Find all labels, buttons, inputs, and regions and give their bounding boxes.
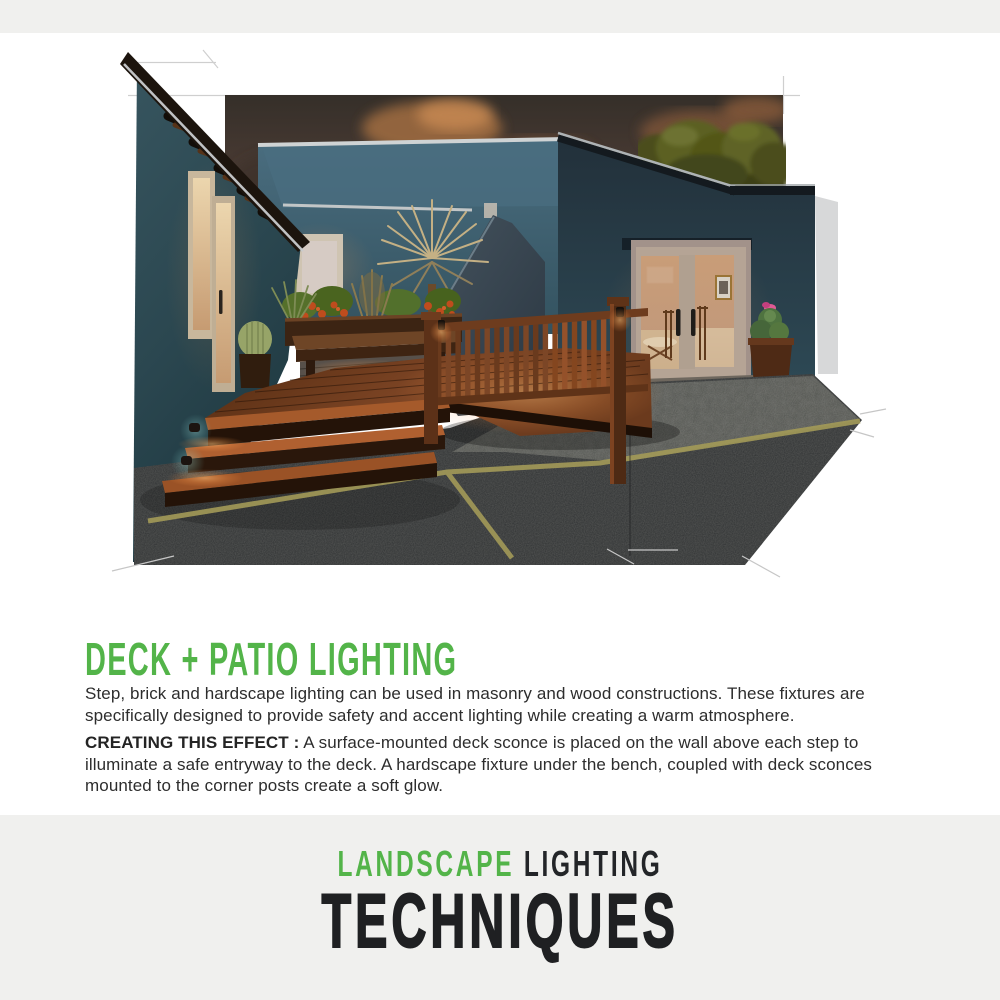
footer-band — [0, 815, 1000, 1000]
baluster — [465, 327, 470, 399]
footer-word-techniques: TECHNIQUES — [321, 879, 679, 964]
clerestory-wall — [262, 141, 566, 208]
hanging-sign — [647, 267, 673, 283]
baluster — [533, 322, 538, 394]
baluster — [562, 320, 567, 392]
baluster — [591, 318, 596, 390]
baluster — [494, 325, 499, 397]
intro-paragraph: Step, brick and hardscape lighting can be used in masonry and wood constructions. These fixtures are specifically designed to provide safety and accent lighting while creating a warm atmosphere. — [85, 684, 865, 725]
footer-series-title — [0, 843, 1000, 884]
small-window-glass — [302, 241, 337, 293]
cloud-highlight — [417, 99, 493, 131]
window-glass — [193, 178, 210, 330]
baluster — [543, 322, 548, 394]
baluster — [552, 321, 557, 393]
page-title-text: DECK + PATIO LIGHTING — [85, 632, 458, 685]
parapet — [730, 186, 815, 195]
baluster — [455, 328, 460, 400]
footer-word-lighting: LIGHTING — [523, 843, 663, 884]
baluster — [504, 325, 509, 397]
footer-word-landscape: LANDSCAPE — [337, 843, 515, 884]
effect-text: A surface-mounted deck sconce is placed on the wall above each step to illuminate a safe entryway to the deck. A hardscape fixture under the bench, coupled with deck sconces mounted to the corner posts create a soft glow. — [85, 733, 872, 795]
sliding-door-handle — [219, 290, 223, 314]
baluster — [601, 317, 606, 389]
baluster — [514, 324, 519, 396]
effect-paragraph — [85, 732, 927, 797]
footer-techniques-title — [0, 879, 1000, 964]
gray-side-panel — [815, 196, 838, 374]
effect-label: CREATING THIS EFFECT : — [85, 733, 300, 752]
small-cactus-pot — [238, 321, 272, 388]
sliding-door-glass — [216, 203, 231, 383]
door-handle-right — [691, 309, 696, 336]
baluster — [475, 327, 480, 399]
baluster — [572, 319, 577, 391]
door-handle-left — [676, 309, 681, 336]
cactus-cube-pot — [239, 354, 271, 388]
baluster — [582, 319, 587, 391]
baluster — [485, 326, 490, 398]
page-title — [85, 632, 676, 685]
small-lit-window-far — [484, 203, 497, 218]
baluster — [523, 323, 528, 395]
